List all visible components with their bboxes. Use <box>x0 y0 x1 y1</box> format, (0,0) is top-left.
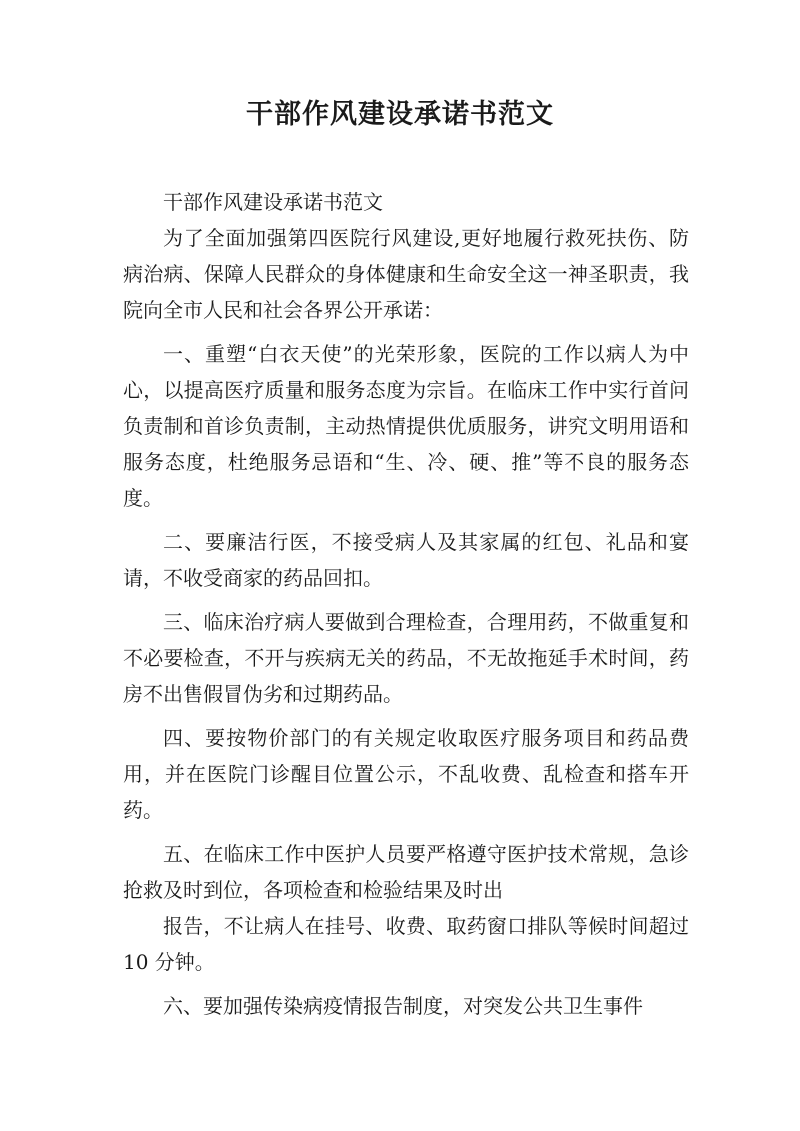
paragraph-item-5-continued: 报告，不让病人在挂号、收费、取药窗口排队等候时间超过 10 分钟。 <box>123 914 689 974</box>
document-title: 干部作风建设承诺书范文 <box>246 99 554 130</box>
paragraph-item-2: 二、要廉洁行医，不接受病人及其家属的红包、礼品和宴请，不收受商家的药品回扣。 <box>123 530 689 590</box>
paragraph-item-3: 三、临床治疗病人要做到合理检查，合理用药，不做重复和不必要检查，不开与疾病无关的药品，不无故拖延手术时间，药房不出售假冒伪劣和过期药品。 <box>123 610 689 706</box>
paragraph-item-5: 五、在临床工作中医护人员要严格遵守医护技术常规，急诊抢救及时到位，各项检查和检验结果及时出 <box>123 842 689 902</box>
document-body <box>123 184 689 1032</box>
paragraph-heading: 干部作风建设承诺书范文 <box>163 190 383 214</box>
paragraph-item-1: 一、重塑“白衣天使”的光荣形象，医院的工作以病人为中心，以提高医疗质量和服务态度为宗旨。在临床工作中实行首问负责制和首诊负责制，主动热情提供优质服务，讲究文明用语和服务态度，杜绝服务忌语和“生、冷、硬、推”等不良的服务态度。 <box>123 342 689 510</box>
paragraph-intro: 为了全面加强第四医院行风建设,更好地履行救死扶伤、防病治病、保障人民群众的身体健康和生命安全这一神圣职责，我院向全市人民和社会各界公开承诺： <box>123 226 689 322</box>
paragraph-item-4: 四、要按物价部门的有关规定收取医疗服务项目和药品费用，并在医院门诊醒目位置公示，不乱收费、乱检查和搭车开药。 <box>123 726 689 822</box>
paragraph-item-6: 六、要加强传染病疫情报告制度，对突发公共卫生事件 <box>163 994 643 1018</box>
